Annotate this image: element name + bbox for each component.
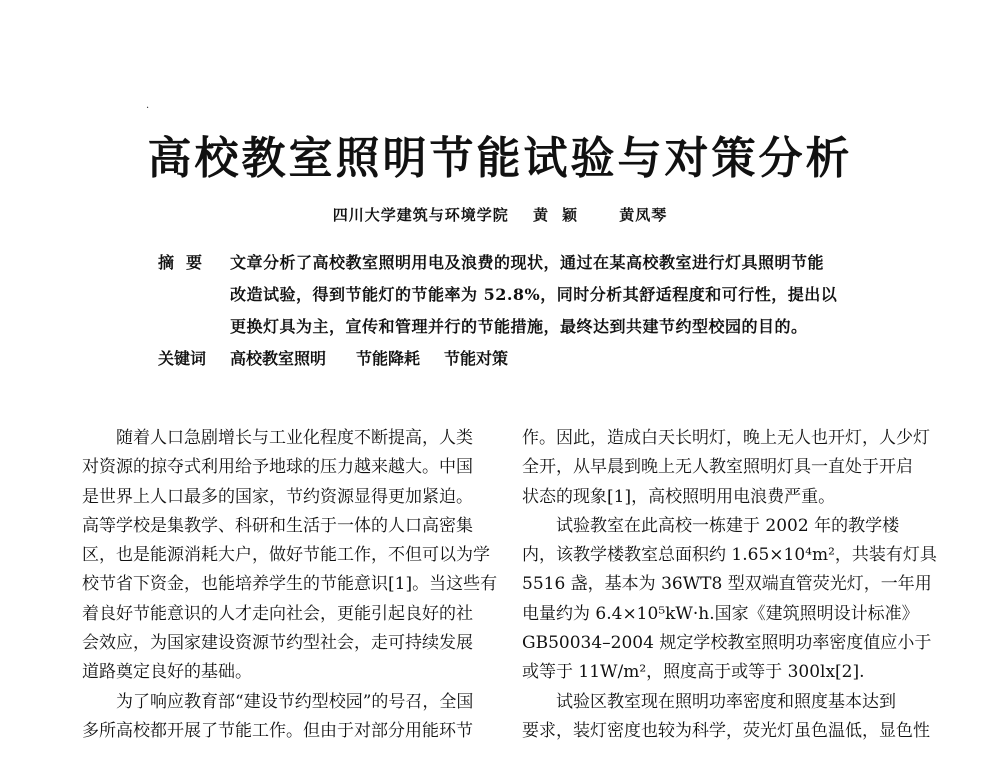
- body-line: 试验教室在此高校一栋建于 2002 年的教学楼: [556, 515, 900, 536]
- affiliation: 四川大学建筑与环境学院: [332, 206, 509, 224]
- paper-title: 高校教室照明节能试验与对策分析: [147, 133, 853, 184]
- abstract-line: 改造试验，得到节能灯的节能率为 52.8%，同时分析其舒适程度和可行性，提出以: [230, 285, 838, 304]
- body-line: 为了响应教育部“建设节约型校园”的号召，全国: [116, 691, 474, 712]
- body-line: 状态的现象[1]，高校照明用电浪费严重。: [522, 486, 836, 507]
- keyword: 节能降耗: [356, 349, 421, 368]
- body-line: 多所高校都开展了节能工作。但由于对部分用能环节: [82, 720, 473, 741]
- author-name: 黄凤琴: [619, 206, 668, 224]
- body-column-left: [82, 424, 498, 746]
- body-line: 内，该教学楼教室总面积约 1.65×10⁴m²，共装有灯具: [522, 545, 937, 566]
- body-line: 区，也是能源消耗大户，做好节能工作，不但可以为学: [82, 545, 490, 566]
- stray-mark: ·: [146, 103, 150, 114]
- body-column-right: [522, 424, 937, 746]
- body-line: 校节省下资金，也能培养学生的节能意识[1]。当这些有: [82, 574, 498, 595]
- body-line: GB50034–2004 规定学校教室照明功率密度值应小于: [522, 633, 932, 654]
- body-line: 是世界上人口最多的国家，节约资源显得更加紧迫。: [82, 486, 473, 507]
- keywords-label: 关键词: [158, 349, 207, 368]
- author-line: [0, 204, 1000, 225]
- author-name: 黄颖: [532, 206, 591, 224]
- body-line: 全开，从早晨到晚上无人教室照明灯具一直处于开启: [522, 457, 913, 478]
- body-line: 试验区教室现在照明功率密度和照度基本达到: [556, 691, 896, 712]
- body-line: 会效应，为国家建设资源节约型社会，走可持续发展: [82, 633, 473, 654]
- body-line: 或等于 11W/m²，照度高于或等于 300lx[2].: [522, 662, 865, 683]
- body-line: 高等学校是集教学、科研和生活于一体的人口高密集: [82, 515, 473, 536]
- abstract-line: 文章分析了高校教室照明用电及浪费的现状，通过在某高校教室进行灯具照明节能: [230, 253, 825, 272]
- abstract-line: 更换灯具为主，宣传和管理并行的节能措施，最终达到共建节约型校园的目的。: [230, 317, 808, 336]
- body-line: 5516 盏，基本为 36WT8 型双端直管荧光灯，一年用: [522, 574, 932, 595]
- abstract-label: 摘要: [158, 253, 215, 272]
- keyword: 高校教室照明: [230, 349, 327, 368]
- keyword: 节能对策: [444, 349, 509, 368]
- body-line: 要求，装灯密度也较为科学，荧光灯虽色温低，显色性: [522, 720, 930, 741]
- body-line: 着良好节能意识的人才走向社会，更能引起良好的社: [82, 603, 473, 624]
- body-line: 作。因此，造成白天长明灯，晚上无人也开灯，人少灯: [522, 428, 930, 448]
- body-line: 对资源的掠夺式利用给予地球的压力越来越大。中国: [82, 457, 473, 478]
- body-line: 电量约为 6.4×10⁵kW·h.国家《建筑照明设计标准》: [522, 603, 919, 624]
- body-line: 随着人口急剧增长与工业化程度不断提高，人类: [116, 428, 473, 448]
- body-line: 道路奠定良好的基础。: [82, 662, 252, 683]
